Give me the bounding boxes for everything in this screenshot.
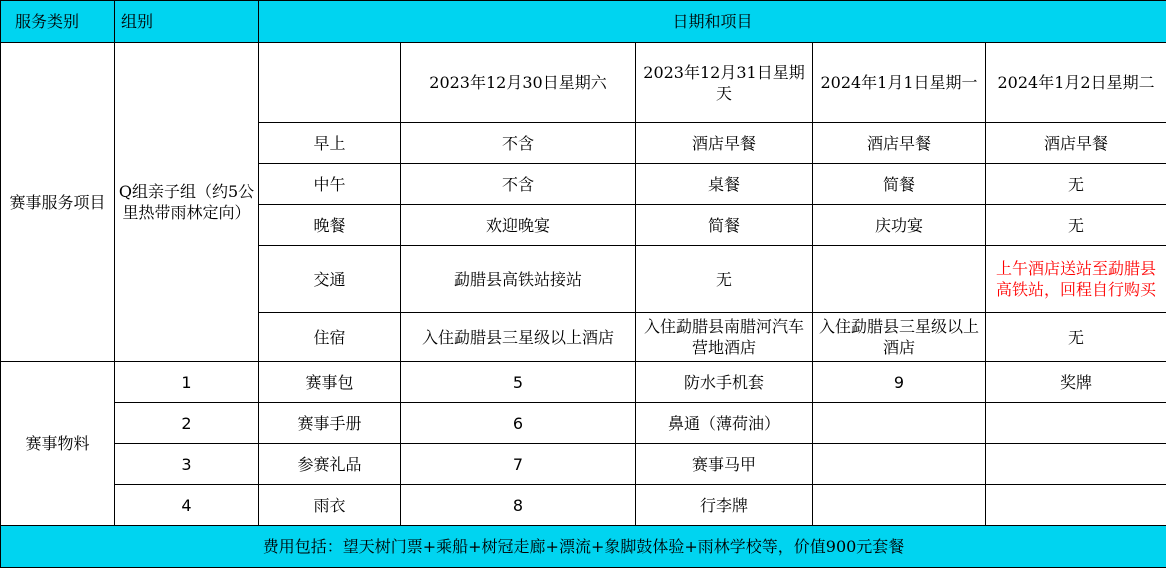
material-row [1, 362, 1166, 403]
service-cell: 无 [986, 205, 1166, 246]
material-num [813, 444, 986, 485]
material-row [1, 403, 1166, 444]
service-row-label: 晚餐 [259, 205, 401, 246]
material-num: 3 [115, 444, 259, 485]
dates-row [1, 43, 1166, 123]
service-cell: 勐腊县高铁站接站 [401, 246, 636, 313]
material-num: 5 [401, 362, 636, 403]
service-category-cell: 赛事服务项目 [1, 43, 115, 362]
service-cell: 酒店早餐 [986, 123, 1166, 164]
header-group: 组别 [115, 1, 259, 43]
service-cell: 欢迎晚宴 [401, 205, 636, 246]
service-cell: 入住勐腊县三星级以上酒店 [813, 313, 986, 362]
fee-note: 费用包括：望天树门票+乘船+树冠走廊+漂流+象脚鼓体验+雨林学校等，价值900元套餐 [1, 526, 1166, 568]
material-num: 1 [115, 362, 259, 403]
material-num: 4 [115, 485, 259, 526]
service-row-label: 早上 [259, 123, 401, 164]
date-cell: 2024年1月1日星期一 [813, 43, 986, 123]
material-item [986, 444, 1166, 485]
service-cell: 不含 [401, 123, 636, 164]
header-row [1, 1, 1166, 43]
header-service-category: 服务类别 [1, 1, 115, 43]
service-cell: 无 [986, 164, 1166, 205]
material-item [986, 403, 1166, 444]
material-row [1, 485, 1166, 526]
material-num: 2 [115, 403, 259, 444]
service-row-label: 中午 [259, 164, 401, 205]
service-cell: 酒店早餐 [813, 123, 986, 164]
date-cell: 2023年12月30日星期六 [401, 43, 636, 123]
dates-row-label [259, 43, 401, 123]
material-item: 防水手机套 [636, 362, 813, 403]
service-cell: 无 [986, 313, 1166, 362]
material-item [986, 485, 1166, 526]
service-cell: 庆功宴 [813, 205, 986, 246]
material-num: 9 [813, 362, 986, 403]
material-item: 赛事包 [259, 362, 401, 403]
material-num: 7 [401, 444, 636, 485]
material-item: 奖牌 [986, 362, 1166, 403]
group-cell: Q组亲子组（约5公里热带雨林定向） [115, 43, 259, 362]
material-item: 鼻通（薄荷油） [636, 403, 813, 444]
material-num: 8 [401, 485, 636, 526]
material-num: 6 [401, 403, 636, 444]
materials-category-cell: 赛事物料 [1, 362, 115, 526]
material-item: 行李牌 [636, 485, 813, 526]
material-item: 赛事手册 [259, 403, 401, 444]
service-cell [813, 246, 986, 313]
service-row-label: 交通 [259, 246, 401, 313]
material-item: 参赛礼品 [259, 444, 401, 485]
service-cell: 简餐 [636, 205, 813, 246]
material-num [813, 485, 986, 526]
service-cell: 入住勐腊县南腊河汽车营地酒店 [636, 313, 813, 362]
material-item: 赛事马甲 [636, 444, 813, 485]
service-cell-highlight: 上午酒店送站至勐腊县高铁站，回程自行购买 [986, 246, 1166, 313]
date-cell: 2024年1月2日星期二 [986, 43, 1166, 123]
material-num [813, 403, 986, 444]
service-cell: 入住勐腊县三星级以上酒店 [401, 313, 636, 362]
header-date-and-item: 日期和项目 [259, 1, 1166, 43]
service-cell: 酒店早餐 [636, 123, 813, 164]
service-cell: 简餐 [813, 164, 986, 205]
service-cell: 桌餐 [636, 164, 813, 205]
footer-row [1, 526, 1166, 568]
service-cell: 无 [636, 246, 813, 313]
service-cell: 不含 [401, 164, 636, 205]
material-row [1, 444, 1166, 485]
service-row-label: 住宿 [259, 313, 401, 362]
date-cell: 2023年12月31日星期天 [636, 43, 813, 123]
material-item: 雨衣 [259, 485, 401, 526]
